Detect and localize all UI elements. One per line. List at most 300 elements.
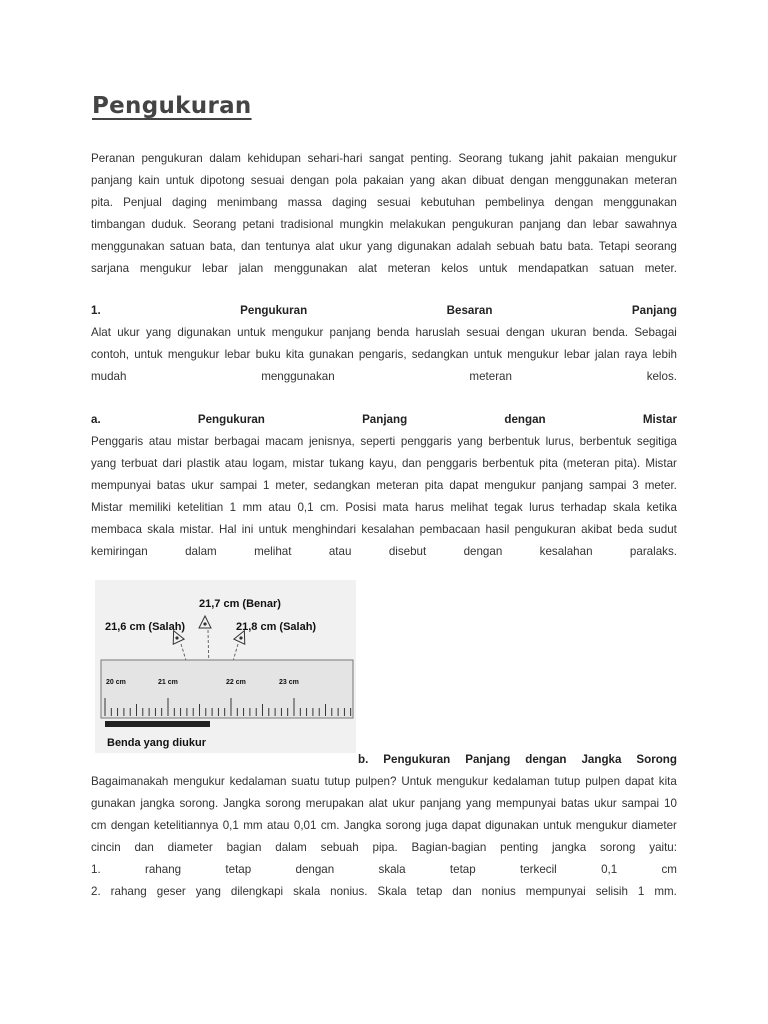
word: tetap bbox=[416, 885, 443, 898]
word: untuk bbox=[473, 348, 503, 361]
word: atau bbox=[268, 501, 291, 514]
word: ukur bbox=[339, 240, 362, 253]
word: sampai bbox=[588, 479, 627, 492]
word: adalah bbox=[456, 240, 492, 253]
word: seorang bbox=[634, 240, 677, 253]
word: pita bbox=[539, 457, 558, 470]
word: terkecil bbox=[520, 863, 557, 876]
heading-word: b. bbox=[358, 753, 369, 766]
word: atau bbox=[328, 545, 352, 558]
word: lebar bbox=[592, 218, 619, 231]
word: mm bbox=[243, 819, 263, 832]
word: paralaks. bbox=[629, 545, 677, 558]
word: ukuran bbox=[550, 326, 587, 339]
word: diameter bbox=[167, 841, 213, 854]
word: 0,1 bbox=[297, 501, 314, 514]
word: mistar. bbox=[179, 523, 214, 536]
word: panjang bbox=[91, 174, 133, 187]
text-line bbox=[91, 214, 677, 236]
word: mistar bbox=[177, 435, 209, 448]
word: Jangka bbox=[223, 797, 261, 810]
word: untuk bbox=[543, 819, 572, 832]
word: beda bbox=[617, 523, 644, 536]
word: satuan bbox=[599, 262, 634, 275]
word: 1 bbox=[263, 479, 270, 492]
word: segitiga bbox=[636, 435, 677, 448]
word: nonius bbox=[481, 885, 516, 898]
word: dipotong bbox=[200, 174, 245, 187]
word: contoh, bbox=[91, 348, 130, 361]
word: satuan bbox=[169, 240, 205, 253]
heading-line bbox=[91, 300, 677, 322]
word: memiliki bbox=[129, 501, 171, 514]
word: sorong. bbox=[179, 797, 219, 810]
ruler-diagram bbox=[95, 580, 356, 753]
word: suatu bbox=[291, 775, 320, 788]
word: haruslah bbox=[415, 326, 461, 339]
heading-word: 1. bbox=[91, 304, 101, 317]
word: skala bbox=[613, 501, 641, 514]
word: cm. bbox=[320, 501, 339, 514]
word: dilengkapi bbox=[230, 885, 284, 898]
text-line bbox=[91, 366, 677, 388]
word: pembelinya bbox=[485, 196, 545, 209]
text-line bbox=[91, 793, 677, 815]
word: ketelitiannya bbox=[153, 819, 219, 832]
word: pulpen bbox=[585, 775, 621, 788]
word: terbuat bbox=[121, 457, 158, 470]
word: 1 bbox=[229, 501, 237, 514]
word: logam, bbox=[252, 457, 288, 470]
word: menggunakan bbox=[91, 240, 165, 253]
word: ukur bbox=[594, 797, 617, 810]
word: Tetapi bbox=[598, 240, 630, 253]
word: penggaris bbox=[426, 457, 478, 470]
word: dan bbox=[452, 885, 472, 898]
word: meter, bbox=[275, 479, 308, 492]
word: sorong bbox=[599, 841, 636, 854]
text-line bbox=[91, 344, 677, 366]
object-label: Benda yang diukur bbox=[107, 737, 207, 749]
word: (meteran bbox=[562, 457, 610, 470]
word: Posisi bbox=[345, 501, 377, 514]
word: digunakan bbox=[485, 819, 539, 832]
word: dibuat bbox=[472, 174, 504, 187]
text-line bbox=[91, 322, 677, 344]
heading-word: Mistar bbox=[642, 413, 677, 426]
word: tukang bbox=[329, 457, 364, 470]
word: meteran bbox=[469, 370, 512, 383]
word: dengan bbox=[510, 174, 549, 187]
word: Hal bbox=[219, 523, 237, 536]
word: sehari-hari bbox=[307, 152, 363, 165]
heading-word: Panjang bbox=[362, 413, 408, 426]
word: yang bbox=[466, 797, 492, 810]
word: mudah bbox=[91, 370, 127, 383]
word: digunakan bbox=[397, 240, 452, 253]
word: selisih bbox=[595, 885, 628, 898]
heading-word: Pengukuran bbox=[240, 304, 308, 317]
word: tetap bbox=[225, 863, 252, 876]
word: sorong bbox=[265, 797, 301, 810]
section-1-heading bbox=[91, 300, 677, 322]
text-line bbox=[91, 771, 677, 793]
measured-object-bar bbox=[105, 721, 210, 727]
word: pengukuran bbox=[514, 523, 576, 536]
word: kita bbox=[658, 775, 677, 788]
word: diameter bbox=[631, 819, 677, 832]
word: kelos. bbox=[646, 370, 677, 383]
word: petani bbox=[242, 218, 275, 231]
word: penggaris bbox=[400, 435, 452, 448]
word: 0,1 bbox=[601, 863, 618, 876]
word: dengan bbox=[290, 174, 330, 187]
word: mungkin bbox=[339, 218, 384, 231]
tick-label-22: 22 cm bbox=[226, 679, 246, 686]
word: menggunakan bbox=[261, 370, 335, 383]
heading-word: Sorong bbox=[636, 753, 677, 766]
word: sawahnya bbox=[624, 218, 677, 231]
word: Jangka bbox=[343, 819, 382, 832]
label-wrong-right: 21,8 cm (Salah) bbox=[236, 621, 317, 633]
word: cincin bbox=[91, 841, 121, 854]
word: digunakan bbox=[177, 326, 231, 339]
word: menggunakan bbox=[603, 196, 677, 209]
parallax-ruler-figure bbox=[95, 580, 356, 753]
word: pakaian bbox=[363, 174, 404, 187]
word: gunakan bbox=[91, 797, 136, 810]
word: Seorang bbox=[458, 152, 503, 165]
word: mengukur bbox=[575, 819, 628, 832]
word: skala bbox=[293, 885, 321, 898]
word: pembacaan bbox=[419, 523, 481, 536]
word: Bagaimanakah bbox=[91, 775, 169, 788]
word: Bagian-bagian bbox=[411, 841, 487, 854]
section-b-paragraph bbox=[91, 771, 677, 903]
word: pita. bbox=[91, 196, 113, 209]
word: sebuah bbox=[320, 841, 359, 854]
word: untuk bbox=[134, 348, 163, 361]
heading-word: dengan bbox=[525, 753, 567, 766]
word: panjang bbox=[329, 326, 371, 339]
word: mengukur bbox=[139, 262, 192, 275]
word: kedalaman bbox=[492, 775, 550, 788]
word: mengukur bbox=[507, 348, 559, 361]
word: menggunakan bbox=[274, 262, 348, 275]
word: penting bbox=[500, 841, 539, 854]
word: kayu, bbox=[369, 457, 397, 470]
word: sudut bbox=[648, 523, 677, 536]
word: sedangkan bbox=[313, 479, 371, 492]
word: kehidupan bbox=[247, 152, 302, 165]
word: meteran bbox=[634, 174, 677, 187]
word: hasil bbox=[485, 523, 510, 536]
word: jangka bbox=[140, 797, 175, 810]
word: tegak bbox=[494, 501, 523, 514]
word: melihat bbox=[450, 501, 488, 514]
word: dapat bbox=[451, 819, 481, 832]
word: 2. bbox=[91, 885, 101, 898]
word: panjang bbox=[419, 797, 462, 810]
word: bagian bbox=[226, 841, 262, 854]
word: lurus bbox=[529, 501, 555, 514]
text-line bbox=[91, 881, 677, 903]
heading-line bbox=[358, 749, 677, 771]
word: 1. bbox=[91, 863, 101, 876]
text-line bbox=[91, 192, 677, 214]
word: dengan bbox=[506, 326, 545, 339]
word: 0,1 bbox=[222, 819, 239, 832]
heading-word: Pengukuran bbox=[383, 753, 451, 766]
word: cm bbox=[91, 819, 107, 832]
word: dalam bbox=[209, 152, 241, 165]
word: mata bbox=[382, 501, 409, 514]
word: Alat bbox=[91, 326, 111, 339]
word: jahit bbox=[550, 152, 572, 165]
word: dapat bbox=[624, 775, 654, 788]
word: pipa. bbox=[372, 841, 398, 854]
word: gunakan bbox=[309, 348, 354, 361]
word: panjang bbox=[519, 218, 561, 231]
word: berbagai bbox=[214, 435, 260, 448]
word: mengukur bbox=[271, 326, 324, 339]
word: meter. bbox=[644, 479, 677, 492]
word: sangat bbox=[369, 152, 404, 165]
word: yang bbox=[457, 435, 483, 448]
word: jalan bbox=[238, 262, 264, 275]
word: kesalahan bbox=[539, 545, 593, 558]
word: benda bbox=[377, 326, 410, 339]
word: skala bbox=[378, 863, 406, 876]
word: mengukur bbox=[436, 775, 489, 788]
word: tukang bbox=[508, 152, 544, 165]
word: kita bbox=[285, 348, 304, 361]
word: mengukur bbox=[484, 479, 536, 492]
word: nonius. bbox=[330, 885, 368, 898]
word: dan bbox=[401, 457, 422, 470]
word: kesalahan bbox=[361, 523, 415, 536]
heading-word: Besaran bbox=[446, 304, 493, 317]
word: ketelitian bbox=[177, 501, 224, 514]
word: mm. bbox=[654, 885, 677, 898]
word: jalan bbox=[595, 348, 620, 361]
word: Mistar bbox=[91, 501, 123, 514]
word: batas bbox=[156, 479, 186, 492]
word: tentunya bbox=[265, 240, 311, 253]
word: mistar bbox=[292, 457, 325, 470]
word: 0,01 bbox=[293, 819, 317, 832]
word: rahang bbox=[144, 863, 182, 876]
label-correct-reading: 21,7 cm (Benar) bbox=[199, 598, 281, 610]
word: dapat bbox=[449, 479, 479, 492]
word: mm bbox=[242, 501, 262, 514]
word: dengan bbox=[463, 545, 503, 558]
intro-paragraph bbox=[91, 148, 677, 280]
word: sesuai bbox=[250, 174, 285, 187]
word: kedalaman bbox=[229, 775, 287, 788]
word: lebih bbox=[652, 348, 677, 361]
word: terhadap bbox=[560, 501, 607, 514]
text-line bbox=[91, 475, 677, 497]
word: plastik bbox=[186, 457, 220, 470]
word: panjang bbox=[541, 479, 584, 492]
word: alat bbox=[368, 797, 388, 810]
word: tutup bbox=[324, 775, 351, 788]
word: kelos bbox=[441, 262, 469, 275]
text-line bbox=[91, 541, 677, 563]
word: skala bbox=[147, 523, 175, 536]
word: alat bbox=[315, 240, 335, 253]
word: sesuai bbox=[377, 196, 411, 209]
word: mengukur bbox=[625, 152, 677, 165]
word: membaca bbox=[91, 523, 142, 536]
word: geser bbox=[156, 885, 186, 898]
word: untuk bbox=[258, 523, 288, 536]
page-title: Pengukuran bbox=[92, 93, 252, 119]
word: pulpen? bbox=[355, 775, 397, 788]
word: dengan bbox=[295, 863, 335, 876]
word: akibat bbox=[581, 523, 613, 536]
word: sarjana bbox=[91, 262, 130, 275]
heading-line bbox=[91, 409, 677, 431]
word: Penjual bbox=[123, 196, 162, 209]
heading-word: Pengukuran bbox=[197, 413, 265, 426]
heading-word: Panjang bbox=[465, 753, 511, 766]
word: lebar bbox=[564, 348, 590, 361]
word: berbentuk bbox=[482, 457, 534, 470]
word: kemiringan bbox=[91, 545, 148, 558]
word: Seorang bbox=[192, 218, 237, 231]
word: benda. bbox=[592, 326, 629, 339]
word: yang bbox=[367, 240, 393, 253]
word: pakaian bbox=[578, 152, 619, 165]
word: rahang bbox=[110, 885, 147, 898]
word: 3 bbox=[632, 479, 639, 492]
word: penting. bbox=[410, 152, 452, 165]
word: akan bbox=[441, 174, 467, 187]
word: mengukur bbox=[167, 348, 220, 361]
word: dalam bbox=[275, 841, 307, 854]
word: kebutuhan bbox=[420, 196, 475, 209]
heading-word: a. bbox=[91, 413, 101, 426]
text-line bbox=[91, 837, 677, 859]
word: Untuk bbox=[401, 775, 432, 788]
word: kain bbox=[138, 174, 160, 187]
heading-word: dengan bbox=[504, 413, 546, 426]
word: untuk bbox=[478, 262, 508, 275]
label-wrong-left: 21,6 cm (Salah) bbox=[105, 621, 186, 633]
word: bata. bbox=[567, 240, 594, 253]
word: Mistar bbox=[645, 457, 677, 470]
word: ini bbox=[241, 523, 254, 536]
word: dan bbox=[134, 841, 154, 854]
word: sesuai bbox=[466, 326, 500, 339]
word: atau bbox=[224, 457, 248, 470]
word: dan bbox=[567, 218, 587, 231]
word: berbentuk bbox=[488, 435, 540, 448]
word: Skala bbox=[377, 885, 407, 898]
word: pengaris, bbox=[358, 348, 407, 361]
heading-word: Jangka bbox=[581, 753, 622, 766]
word: tradisional bbox=[280, 218, 334, 231]
word: daging bbox=[332, 196, 367, 209]
word: daging bbox=[171, 196, 207, 209]
word: dengan bbox=[110, 819, 150, 832]
word: pengukuran bbox=[452, 218, 514, 231]
word: batu bbox=[539, 240, 563, 253]
word: tetap bbox=[449, 863, 476, 876]
word: harus bbox=[414, 501, 444, 514]
word: cm bbox=[661, 863, 677, 876]
word: yang bbox=[91, 457, 117, 470]
word: lebar bbox=[202, 262, 228, 275]
word: menggunakan bbox=[554, 174, 629, 187]
word: Sebagai bbox=[634, 326, 677, 339]
heading-word: Panjang bbox=[631, 304, 677, 317]
word: menghindari bbox=[292, 523, 357, 536]
word: mempunyai bbox=[91, 479, 151, 492]
word: jangka bbox=[551, 841, 587, 854]
text-line bbox=[91, 170, 677, 192]
tick-label-21: 21 cm bbox=[158, 679, 178, 686]
word: lurus, bbox=[545, 435, 574, 448]
word: dan bbox=[240, 240, 261, 253]
section-b-heading bbox=[358, 749, 677, 771]
word: pengukuran bbox=[141, 152, 203, 165]
word: seperti bbox=[360, 435, 396, 448]
text-line bbox=[91, 148, 677, 170]
section-a-paragraph bbox=[91, 431, 677, 563]
word: duduk. bbox=[151, 218, 187, 231]
word: lebar bbox=[224, 348, 251, 361]
word: atau bbox=[266, 819, 290, 832]
word: yang bbox=[195, 885, 221, 898]
word: untuk bbox=[237, 326, 266, 339]
word: berbentuk bbox=[579, 435, 632, 448]
word: dari bbox=[162, 457, 182, 470]
word: sebuah bbox=[496, 240, 535, 253]
word: raya bbox=[624, 348, 648, 361]
word: jenisnya, bbox=[308, 435, 355, 448]
text-line bbox=[91, 859, 677, 881]
word: timbangan bbox=[91, 218, 146, 231]
tick-label-23: 23 cm bbox=[279, 679, 299, 686]
word: disebut bbox=[388, 545, 427, 558]
word: Penggaris bbox=[91, 435, 144, 448]
text-line bbox=[91, 519, 677, 541]
word: ukur bbox=[392, 797, 415, 810]
word: sampai bbox=[219, 479, 258, 492]
word: ukur bbox=[117, 326, 140, 339]
text-line bbox=[91, 453, 677, 475]
word: ketika bbox=[646, 501, 677, 514]
word: yang bbox=[146, 326, 172, 339]
word: meter. bbox=[644, 262, 677, 275]
word: yang bbox=[409, 174, 436, 187]
word: buku bbox=[255, 348, 281, 361]
word: sorong bbox=[385, 819, 422, 832]
word: Peranan bbox=[91, 152, 135, 165]
word: pita bbox=[424, 479, 444, 492]
word: sampai bbox=[621, 797, 660, 810]
word: sedangkan bbox=[411, 348, 469, 361]
word: atau bbox=[148, 435, 172, 448]
word: meteran bbox=[376, 479, 419, 492]
word: dalam bbox=[185, 545, 217, 558]
section-a-heading bbox=[91, 409, 677, 431]
text-line bbox=[91, 815, 677, 837]
word: dengan bbox=[554, 196, 594, 209]
